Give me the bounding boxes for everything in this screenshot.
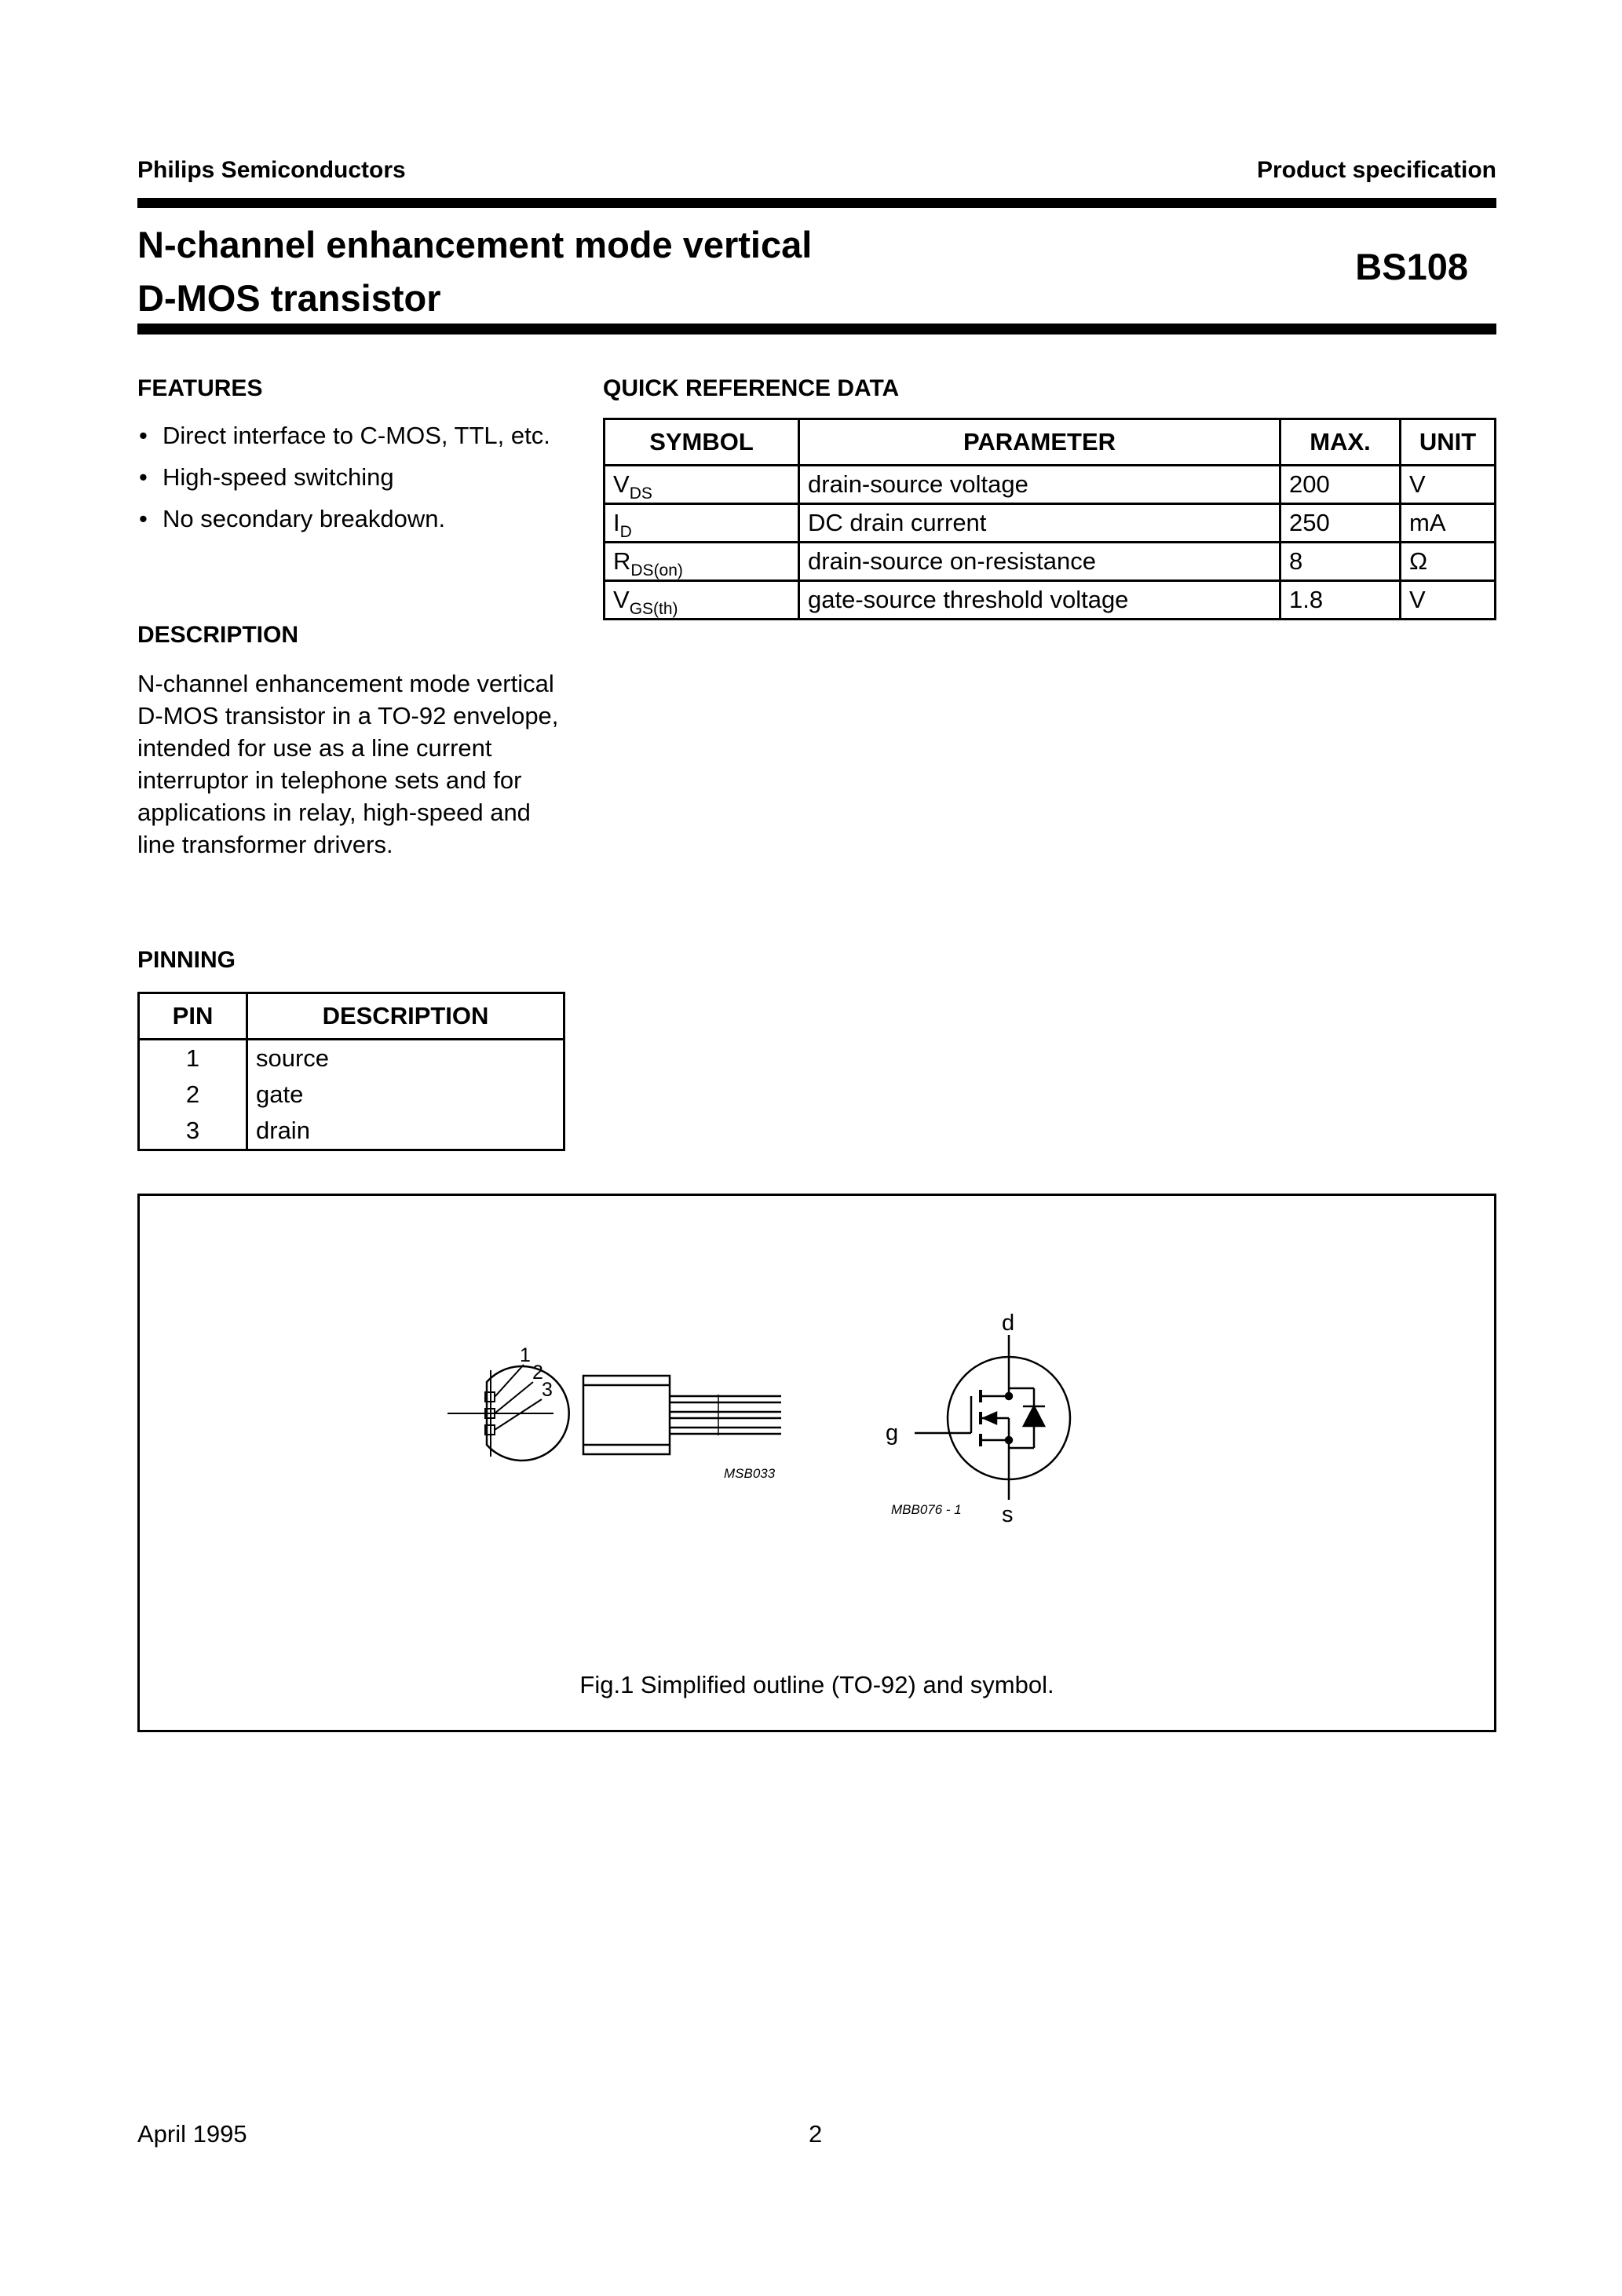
figure-drawing [137, 1194, 1496, 1732]
symbol-cell: $V_{GS(th)}$ [605, 581, 799, 620]
pin-number: 3 [139, 1113, 247, 1150]
parameter-cell: gate-source threshold voltage [799, 581, 1280, 620]
pin-number: 1 [139, 1040, 247, 1077]
pin-description: source [247, 1040, 564, 1077]
company-name: Philips Semiconductors [137, 157, 406, 183]
feature-item: • No secondary breakdown. [137, 503, 553, 535]
document-title [137, 218, 812, 325]
footer-date: April 1995 [137, 2120, 247, 2148]
max-column-header: MAX. [1280, 419, 1401, 466]
max-cell: 8 [1280, 543, 1401, 581]
pin-number: 2 [139, 1077, 247, 1113]
symbol-column-header: SYMBOL [605, 419, 799, 466]
parameter-cell: drain-source on-resistance [799, 543, 1280, 581]
pin-label: 3 [542, 1379, 553, 1401]
unit-cell: V [1401, 466, 1496, 504]
pin-label: 1 [520, 1344, 531, 1366]
parameter-column-header: PARAMETER [799, 419, 1280, 466]
feature-item: • Direct interface to C-MOS, TTL, etc. [137, 419, 553, 452]
max-cell: 1.8 [1280, 581, 1401, 620]
part-number: BS108 [1355, 246, 1468, 287]
source-terminal-label: s [1002, 1502, 1014, 1527]
quick-reference-table [603, 418, 1496, 620]
features-heading: FEATURES [137, 375, 263, 401]
unit-cell: V [1401, 581, 1496, 620]
table-row [139, 1077, 564, 1113]
pin-label: 2 [532, 1362, 543, 1384]
figure-caption: Fig.1 Simplified outline (TO-92) and symbol. [579, 1671, 1054, 1698]
symbol-cell: $V_{DS}$ [605, 466, 799, 504]
page-number: 2 [809, 2120, 823, 2148]
symbol-cell: $I_D$ [605, 504, 799, 543]
pin-description: gate [247, 1077, 564, 1113]
parameter-cell: DC drain current [799, 504, 1280, 543]
pin-column-header: PIN [139, 993, 247, 1040]
unit-cell: mA [1401, 504, 1496, 543]
features-list [137, 419, 553, 544]
max-cell: 200 [1280, 466, 1401, 504]
to92-side-view-outline [583, 1376, 781, 1454]
outline-code: MSB033 [724, 1466, 776, 1481]
table-row [139, 1040, 564, 1077]
gate-terminal-label: g [886, 1420, 899, 1446]
title-rule [137, 324, 1496, 335]
symbol-code: MBB076 - 1 [891, 1502, 962, 1517]
description-column-header: DESCRIPTION [247, 993, 564, 1040]
title-line-1: N-channel enhancement mode vertical [137, 224, 813, 265]
header-rule [137, 198, 1496, 208]
description-text: N-channel enhancement mode vertical D-MOS transistor in a TO-92 envelope, intended for use as a line current interruptor in telephone sets and for applications in relay, high-speed and line transformer drivers. [137, 670, 559, 858]
unit-column-header: UNIT [1401, 419, 1496, 466]
table-row [605, 581, 1496, 620]
pin-description: drain [247, 1113, 564, 1150]
document-type: Product specification [1256, 157, 1496, 183]
table-row [605, 466, 1496, 504]
pinning-table [137, 992, 565, 1151]
table-row [605, 504, 1496, 543]
pinning-heading: PINNING [137, 947, 236, 973]
table-row [139, 1113, 564, 1150]
title-line-2: D-MOS transistor [137, 277, 441, 319]
mosfet-symbol [915, 1335, 1070, 1500]
table-row [605, 543, 1496, 581]
quick-reference-heading: QUICK REFERENCE DATA [603, 375, 900, 401]
unit-cell: Ω [1401, 543, 1496, 581]
drain-terminal-label: d [1002, 1311, 1015, 1336]
description-heading: DESCRIPTION [137, 622, 299, 648]
feature-item: • High-speed switching [137, 461, 553, 493]
parameter-cell: drain-source voltage [799, 466, 1280, 504]
max-cell: 250 [1280, 504, 1401, 543]
symbol-cell: $R_{DS(on)}$ [605, 543, 799, 581]
